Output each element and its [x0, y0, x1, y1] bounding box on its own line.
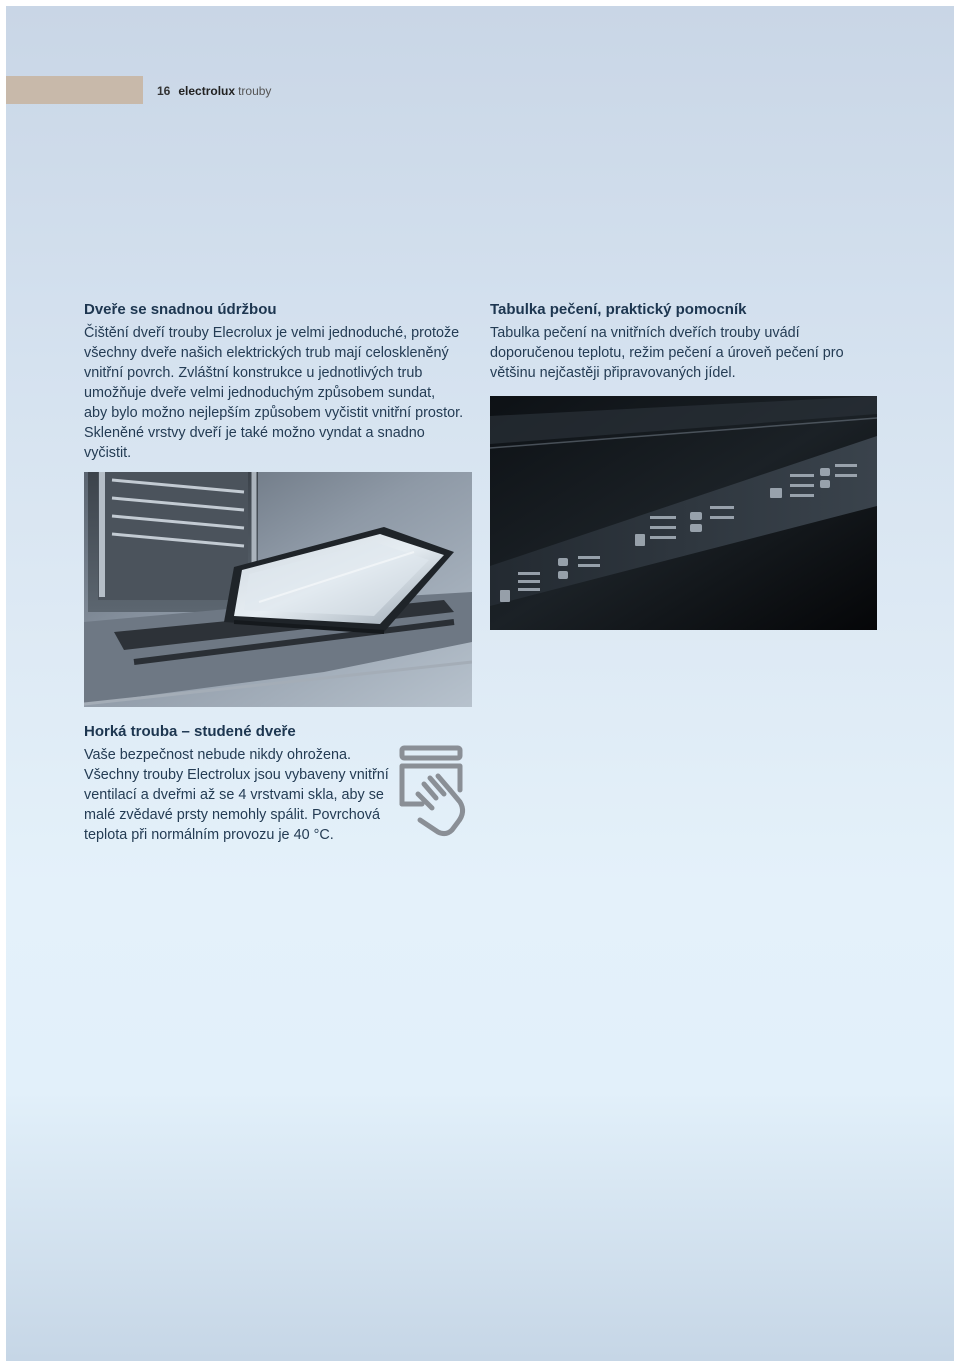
section-title: Tabulka pečení, praktický pomocník: [490, 301, 747, 318]
body-line: doporučenou teplotu, režim pečení a úroveň pečení pro: [490, 345, 844, 361]
body-line: většinu nejčastěji připravovaných jídel.: [490, 365, 736, 381]
header-category: trouby: [238, 84, 272, 98]
body-line: umožňuje dveře velmi jednoduchým způsobem sundat,: [84, 385, 436, 401]
oven-glass-panel-photo: [84, 472, 472, 707]
section-body: [84, 323, 484, 463]
section-baking-table: [490, 300, 890, 383]
brand-name: electrolux: [178, 84, 236, 98]
body-line: všechny dveře našich elektrických trub mají celoskleněný: [84, 345, 449, 361]
page-header: [157, 84, 271, 98]
section-title: Dveře se snadnou údržbou: [84, 301, 277, 318]
body-line: malé zvědavé prsty nemohly spálit. Povrchová: [84, 807, 380, 823]
body-line: teplota při normálním provozu je 40 °C.: [84, 827, 334, 843]
section-body: [84, 745, 404, 845]
section-title: Horká trouba – studené dveře: [84, 723, 296, 740]
section-easy-clean: [84, 300, 484, 463]
body-line: ventilací a dveřmi až se 4 vrstvami skla, aby se: [84, 787, 384, 803]
page-number: 16: [157, 84, 171, 98]
body-line: Všechny trouby Electrolux jsou vybaveny vnitřní: [84, 767, 389, 783]
body-line: vyčistit.: [84, 445, 132, 461]
body-line: Tabulka pečení na vnitřních dveřích trouby uvádí: [490, 325, 800, 341]
body-line: vnitřní povrch. Zvláštní konstrukce u jednotlivých trub: [84, 365, 423, 381]
body-line: aby bylo možno nejlepším způsobem vyčistit vnitřní prostor.: [84, 405, 464, 421]
header-accent-bar: [6, 76, 143, 104]
body-line: Skleněné vrstvy dveří je také možno vyndat a snadno: [84, 425, 425, 441]
page: [6, 6, 954, 1361]
section-body: [490, 323, 890, 383]
body-line: Čištění dveří trouby Elecrolux je velmi jednoduché, protože: [84, 325, 460, 341]
baking-table-photo: [490, 396, 877, 630]
hand-on-oven-door-icon: [398, 744, 470, 840]
body-line: Vaše bezpečnost nebude nikdy ohrožena.: [84, 747, 351, 763]
section-cool-door: [84, 722, 404, 845]
